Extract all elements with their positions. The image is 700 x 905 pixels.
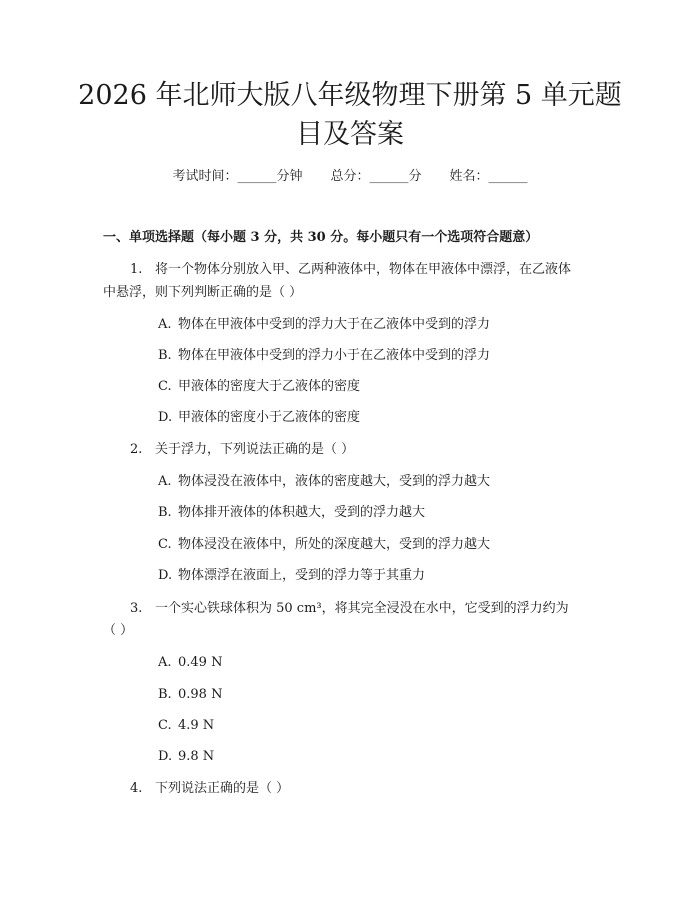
option-text: 甲液体的密度小于乙液体的密度 [178, 410, 361, 425]
total-score-field: 总分：______分 [330, 169, 422, 184]
question-2-option-c [158, 534, 490, 556]
question-number: 1. [130, 262, 143, 277]
question-3-option-a [158, 652, 222, 674]
option-letter: C. [158, 379, 172, 394]
question-3-option-b [158, 684, 222, 706]
question-text: 一个实心铁球体积为 50 cm³，将其完全浸没在水中，它受到的浮力约为 [155, 601, 569, 616]
option-text: 0.49 N [178, 655, 223, 670]
option-text: 物体在甲液体中受到的浮力小于在乙液体中受到的浮力 [178, 348, 491, 363]
option-letter: B. [158, 505, 172, 520]
student-name-field: 姓名：______ [449, 169, 528, 184]
question-2-option-b [158, 502, 425, 524]
question-1-stem-line-2: 中悬浮，则下列判断正确的是（ ） [103, 285, 303, 300]
section-heading-single-choice: 一、单项选择题（每小题 3 分，共 30 分。每小题只有一个选项符合题意） [103, 230, 539, 245]
option-letter: D. [158, 410, 173, 425]
question-number: 4. [130, 781, 143, 796]
question-1-stem-line-1 [130, 259, 571, 281]
option-letter: B. [158, 348, 172, 363]
option-text: 物体浸没在液体中，液体的密度越大，受到的浮力越大 [178, 474, 491, 489]
exam-time-field: 考试时间：______分钟 [172, 169, 303, 184]
question-1-option-c [158, 376, 360, 398]
question-text: 下列说法正确的是（ ） [155, 781, 290, 796]
question-3-option-d [158, 746, 214, 768]
question-number: 2. [130, 442, 143, 457]
option-letter: A. [158, 474, 172, 489]
option-text: 物体在甲液体中受到的浮力大于在乙液体中受到的浮力 [178, 317, 491, 332]
option-text: 物体排开液体的体积越大，受到的浮力越大 [178, 505, 426, 520]
question-1-option-d [158, 407, 360, 429]
exam-meta [60, 166, 640, 188]
option-letter: A. [158, 317, 172, 332]
question-3-stem-line-1 [130, 598, 569, 620]
question-2-option-d [158, 565, 425, 587]
option-text: 甲液体的密度大于乙液体的密度 [178, 379, 361, 394]
question-number: 3. [130, 601, 143, 616]
option-text: 4.9 N [178, 718, 215, 733]
question-1-option-b [158, 345, 490, 367]
question-3-option-c [158, 715, 214, 737]
question-2-option-a [158, 471, 490, 493]
option-text: 物体漂浮在液面上，受到的浮力等于其重力 [178, 568, 426, 583]
option-letter: C. [158, 537, 172, 552]
question-text: 关于浮力，下列说法正确的是（ ） [155, 442, 355, 457]
option-letter: C. [158, 718, 172, 733]
page-title-line-2: 目及答案 [296, 119, 404, 150]
option-text: 物体浸没在液体中，所处的深度越大，受到的浮力越大 [178, 537, 491, 552]
question-3-stem-line-2: （ ） [103, 623, 134, 638]
question-4-stem [130, 778, 289, 800]
option-text: 9.8 N [178, 749, 215, 764]
option-letter: D. [158, 749, 173, 764]
option-letter: A. [158, 655, 172, 670]
question-2-stem [130, 439, 354, 461]
option-text: 0.98 N [178, 687, 223, 702]
option-letter: B. [158, 687, 172, 702]
option-letter: D. [158, 568, 173, 583]
page-title-line-1: 2026 年北师大版八年级物理下册第 5 单元题 [78, 80, 622, 111]
question-1-option-a [158, 314, 490, 336]
question-text: 将一个物体分别放入甲、乙两种液体中，物体在甲液体中漂浮，在乙液体 [155, 262, 572, 277]
